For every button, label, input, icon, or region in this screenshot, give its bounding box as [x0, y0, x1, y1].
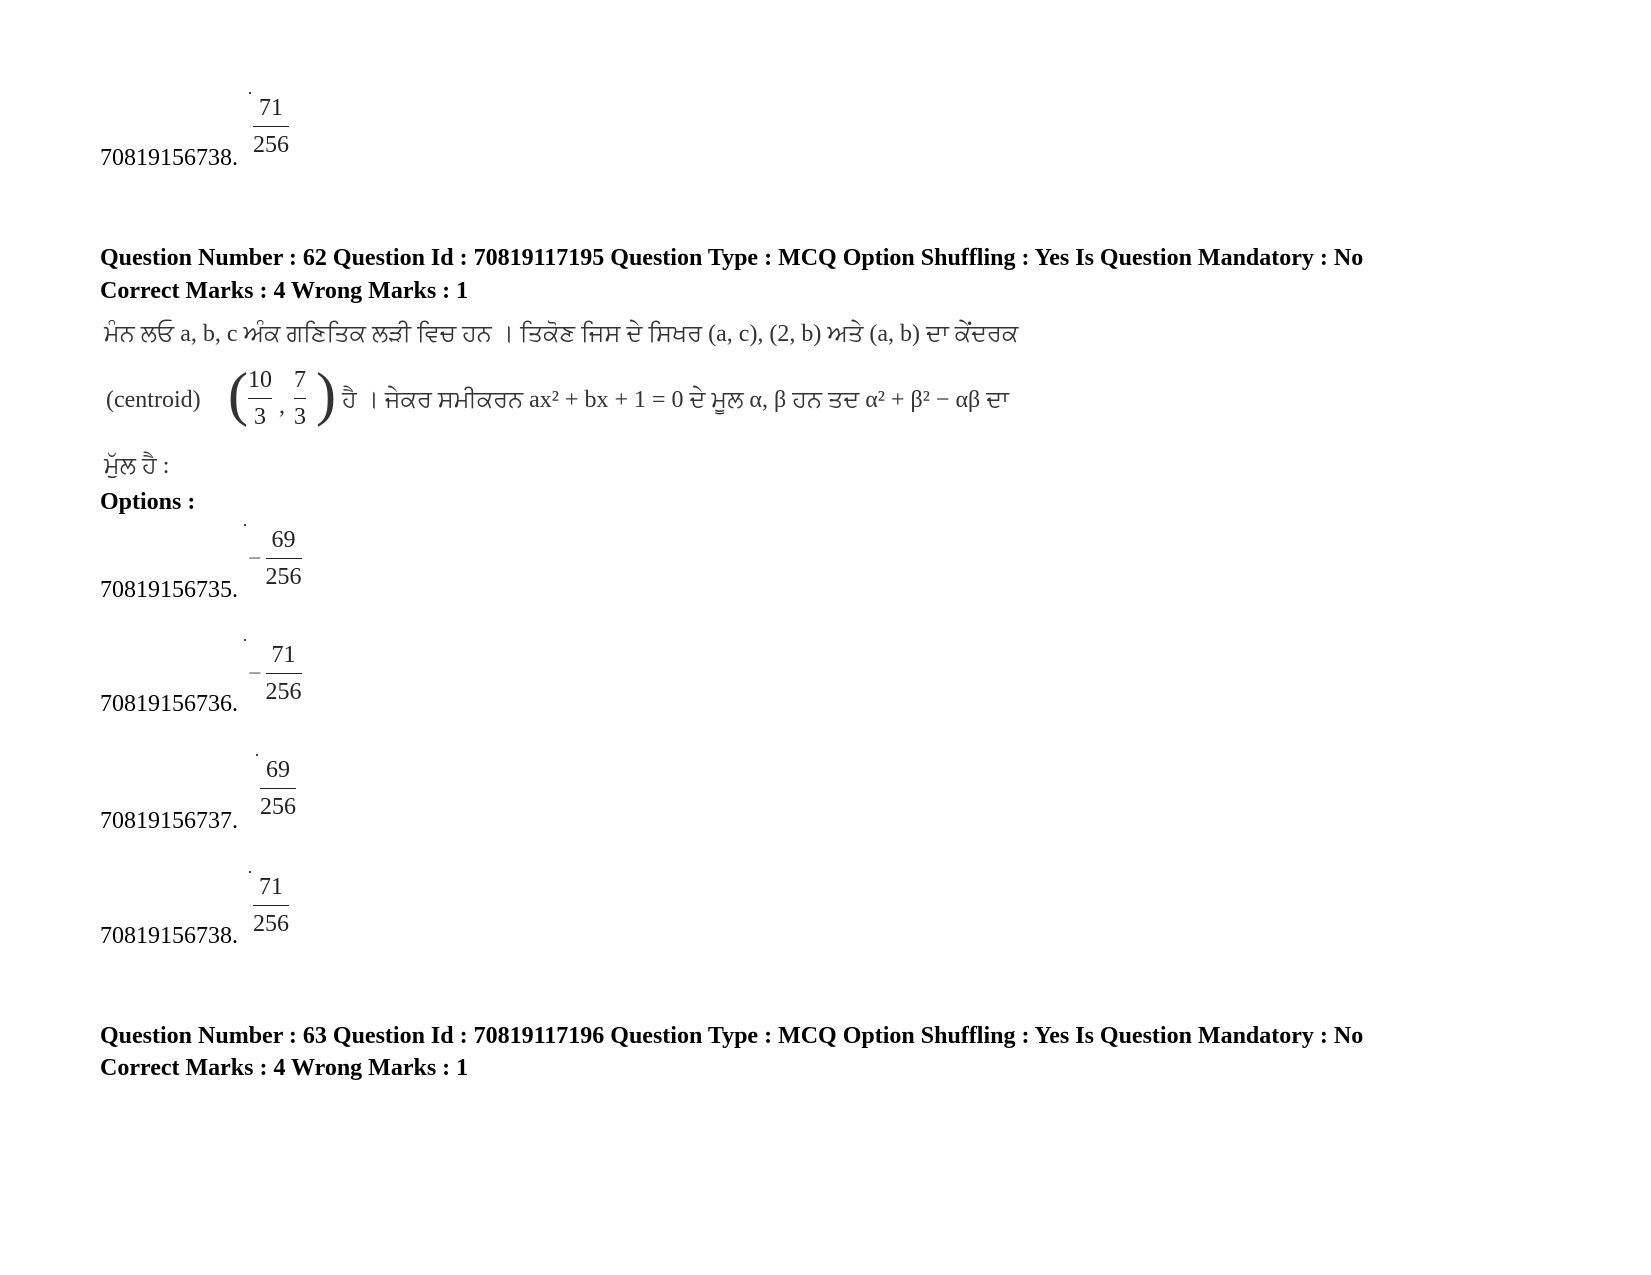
fraction-numerator: 7: [294, 367, 306, 393]
option-fraction: [248, 526, 302, 591]
fraction-bar: [266, 673, 302, 674]
question-header: Question Number : 62 Question Id : 70819117195 Question Type : MCQ Option Shuffling : Yes Is Question Mandatory : No: [100, 245, 1364, 271]
option-id: 70819156737.: [100, 808, 238, 834]
minus-sign: −: [248, 545, 262, 572]
question-text-prefix: (centroid): [106, 387, 201, 413]
fraction-denominator: 256: [253, 132, 289, 158]
fraction-numerator: 69: [266, 757, 290, 783]
fraction-numerator: 71: [271, 642, 296, 668]
fraction-bar: [253, 905, 289, 906]
fraction-numerator: 69: [271, 527, 296, 553]
fraction-bar: [248, 398, 272, 399]
option-id: 70819156736.: [100, 691, 238, 717]
decor-dot: [244, 639, 246, 641]
marks-line: Correct Marks : 4 Wrong Marks : 1: [100, 278, 469, 304]
fraction-denominator: 256: [265, 564, 302, 590]
centroid-x-fraction: [248, 366, 272, 431]
option-id: 70819156738.: [100, 923, 238, 949]
centroid-y-fraction: [294, 366, 306, 431]
option-id: 70819156735.: [100, 577, 238, 603]
fraction-bar: [253, 126, 289, 127]
decor-dot: [249, 871, 251, 873]
decor-dot: [249, 92, 251, 94]
right-paren: ): [316, 361, 336, 427]
fraction-numerator: 71: [259, 874, 283, 900]
fraction-numerator: 10: [248, 367, 272, 393]
fraction-bar: [294, 398, 306, 399]
fraction-denominator: 256: [260, 794, 296, 820]
fraction-denominator: 256: [265, 679, 302, 705]
option-fraction: [253, 94, 289, 159]
fraction-numerator: 71: [259, 95, 283, 121]
fraction-denominator: 256: [253, 911, 289, 937]
option-id: 70819156738.: [100, 145, 238, 171]
minus-sign: −: [248, 660, 262, 687]
question-text-line: ਮੁੱਲ ਹੈ :: [104, 453, 170, 479]
option-fraction: [260, 756, 296, 821]
question-text-line: ਮੰਨ ਲਓ a, b, c ਅੰਕ ਗਣਿਤਿਕ ਲੜੀ ਵਿਚ ਹਨ । ਤਿਕੋਣ ਜਿਸ ਦੇ ਸਿਖਰ (a, c), (2, b) ਅਤੇ (a, b) ਦਾ ਕੇਂਦਰਕ: [104, 321, 1019, 347]
comma: ,: [279, 393, 285, 419]
left-paren: (: [228, 361, 248, 427]
question-text-suffix: ਹੈ । ਜੇਕਰ ਸਮੀਕਰਨ ax² + bx + 1 = 0 ਦੇ ਮੂਲ α, β ਹਨ ਤਦ α² + β² − αβ ਦਾ: [342, 387, 1009, 413]
marks-line: Correct Marks : 4 Wrong Marks : 1: [100, 1055, 469, 1081]
question-header: Question Number : 63 Question Id : 70819117196 Question Type : MCQ Option Shuffling : Yes Is Question Mandatory : No: [100, 1023, 1364, 1049]
fraction-bar: [266, 558, 302, 559]
option-fraction: [253, 873, 289, 938]
option-fraction: [248, 641, 302, 706]
decor-dot: [256, 754, 258, 756]
options-label: Options :: [100, 489, 196, 515]
fraction-denominator: 3: [294, 404, 306, 430]
fraction-denominator: 3: [254, 404, 266, 430]
decor-dot: [244, 524, 246, 526]
fraction-bar: [260, 788, 296, 789]
